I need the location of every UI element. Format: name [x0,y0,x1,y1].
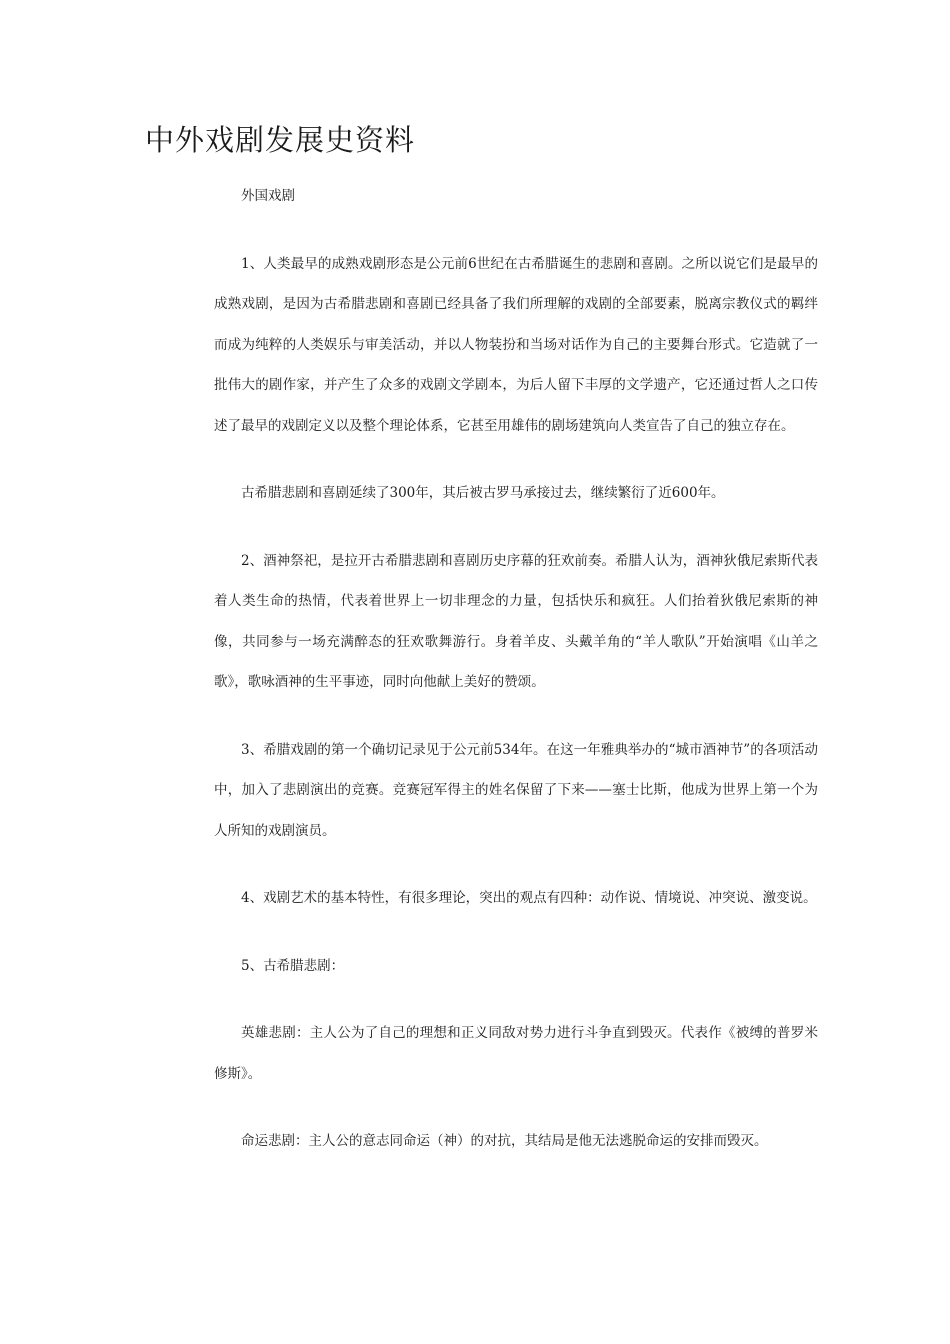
paragraph-8: 命运悲剧：主人公的意志同命运（神）的对抗，其结局是他无法逃脱命运的安排而毁灭。 [241,1133,768,1149]
section-heading: 外国戏剧 [241,188,295,204]
paragraph-3: 2、酒神祭祀，是拉开古希腊悲剧和喜剧历史序幕的狂欢前奏。希腊人认为，酒神狄俄尼索斯代表着人类生命的热情，代表着世界上一切非理念的力量，包括快乐和疯狂。人们抬着狄俄尼索斯的神像，共同参与一场充满醉态的狂欢歌舞游行。身着羊皮、头戴羊角的“羊人歌队”开始演唱《山羊之歌》，歌咏酒神的生平事迹，同时向他献上美好的赞颂。 [214,552,818,690]
paragraph-6: 5、古希腊悲剧： [241,957,345,974]
paragraph-2: 古希腊悲剧和喜剧延续了300年，其后被古罗马承接过去，继续繁衍了近600年。 [241,485,725,501]
paragraph-4: 3、希腊戏剧的第一个确切记录见于公元前534年。在这一年雅典举办的“城市酒神节”的各项活动中，加入了悲剧演出的竞赛。竞赛冠军得主的姓名保留了下来——塞士比斯，他成为世界上第一个为人所知的戏剧演员。 [214,741,818,839]
document-body [214,176,818,1162]
paragraph-5: 4、戏剧艺术的基本特性，有很多理论，突出的观点有四种：动作说、情境说、冲突说、激变说。 [241,890,817,906]
paragraph-1: 1、人类最早的成熟戏剧形态是公元前6世纪在古希腊诞生的悲剧和喜剧。之所以说它们是最早的成熟戏剧，是因为古希腊悲剧和喜剧已经具备了我们所理解的戏剧的全部要素，脱离宗教仪式的羁绊而成为纯粹的人类娱乐与审美活动，并以人物装扮和当场对话作为自己的主要舞台形式。它造就了一批伟大的剧作家，并产生了众多的戏剧文学剧本，为后人留下丰厚的文学遗产，它还通过哲人之口传述了最早的戏剧定义以及整个理论体系，它甚至用雄伟的剧场建筑向人类宣告了自己的独立存在。 [214,255,818,434]
page-title: 中外戏剧发展史资料 [145,123,416,157]
paragraph-7: 英雄悲剧：主人公为了自己的理想和正义同敌对势力进行斗争直到毁灭。代表作《被缚的普罗米修斯》。 [214,1025,818,1082]
